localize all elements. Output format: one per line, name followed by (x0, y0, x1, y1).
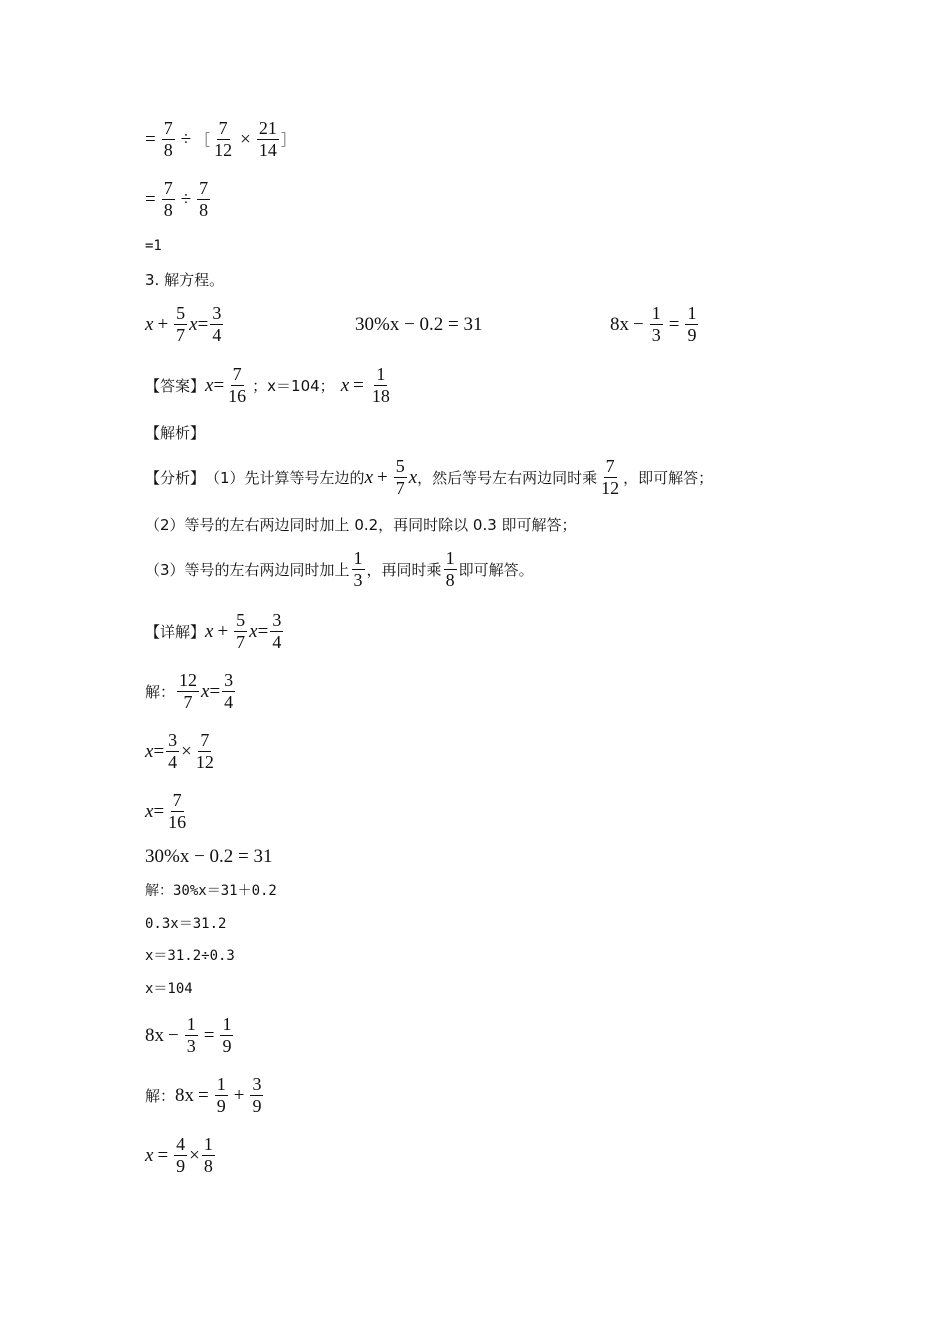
fraction: $\frac{7}{8}$ (163, 178, 173, 220)
detail-line-11: 解： 8x = $\frac{1}{9}$ + $\frac{3}{9}$ (145, 1074, 262, 1116)
analysis-line-2: （2）等号的左右两边同时加上 0.2，再同时除以 0.3 即可解答； (145, 516, 577, 534)
equation-1: x + $\frac{5}{7}$ x = $\frac{3}{4}$ (145, 303, 222, 345)
detail-label: 【详解】 (145, 623, 206, 641)
detail-line-4: x = $\frac{7}{16}$ (145, 790, 187, 832)
times-sign: × (240, 128, 251, 150)
detail-line-9: x＝104 (145, 981, 193, 997)
detail-line-3: x = $\frac{3}{4}$ × $\frac{7}{12}$ (145, 730, 214, 772)
fraction: $\frac{7}{8}$ (199, 178, 209, 220)
left-bracket: ［ (195, 131, 211, 149)
question-title: 3. 解方程。 (145, 271, 225, 289)
detail-line-1: 【详解】 x + $\frac{5}{7}$ x = $\frac{3}{4}$ (145, 610, 282, 652)
analysis-line-1: 【分析】 （1）先计算等号左边的 x + $\frac{5}{7}$ x ，然后等号左右两边同时乘 $\frac{7}{12}$ ，即可解答； (145, 456, 714, 498)
equals-sign: = (145, 128, 156, 150)
equation-3: 8x − $\frac{1}{3}$ = $\frac{1}{9}$ (610, 303, 697, 345)
fraction: $\frac{7}{12}$ (214, 118, 233, 160)
divide-sign: ÷ (180, 128, 192, 150)
step-line-3: =1 (145, 238, 162, 254)
analysis-label: 【解析】 (145, 424, 206, 442)
answer-label: 【答案】 (145, 377, 206, 395)
detail-line-7: 0.3x＝31.2 (145, 916, 227, 932)
detail-line-6: 解：30%x＝31＋0.2 (145, 883, 277, 899)
detail-line-2: 解： $\frac{12}{7}$ x = $\frac{3}{4}$ (145, 670, 234, 712)
analysis-line-3: （3）等号的左右两边同时加上 $\frac{1}{3}$ ，再同时乘 $\frac{1}{8}$ 即可解答。 (145, 548, 534, 590)
divide-sign: ÷ (180, 188, 192, 210)
equation-2: 30%x − 0.2 = 31 (355, 314, 483, 335)
fraction: $\frac{7}{8}$ (163, 118, 173, 160)
detail-line-10: 8x − $\frac{1}{3}$ = $\frac{1}{9}$ (145, 1014, 232, 1056)
detail-line-8: x＝31.2÷0.3 (145, 948, 235, 964)
answer-line: 【答案】 x = $\frac{7}{16}$ ；x＝104； x = $\frac{1}{18}$ (145, 364, 390, 406)
detail-line-5: 30%x − 0.2 = 31 (145, 846, 273, 867)
step-line-2 (145, 178, 212, 221)
equals-sign: = (145, 188, 156, 210)
right-bracket: ］ (280, 131, 296, 149)
step-line-1 (145, 118, 296, 161)
detail-line-12: x = $\frac{4}{9}$ × $\frac{1}{8}$ (145, 1134, 213, 1176)
fraction: $\frac{21}{14}$ (258, 118, 277, 160)
